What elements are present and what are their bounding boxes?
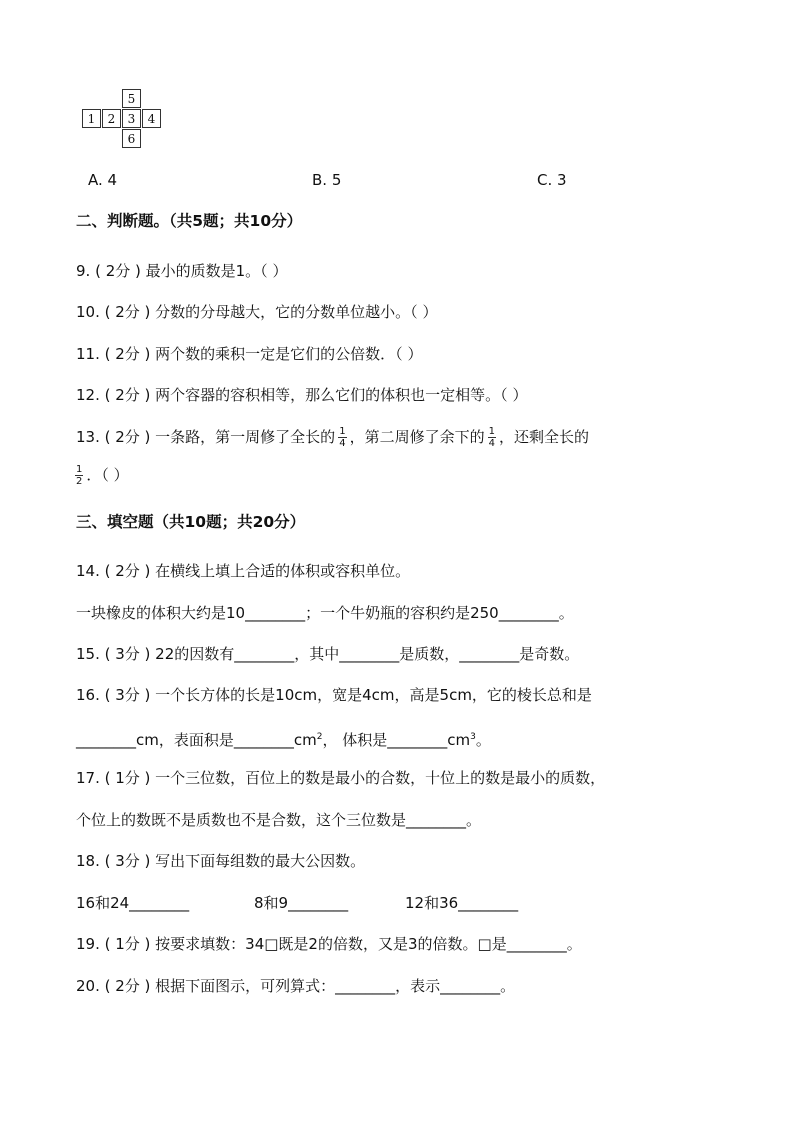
- q16-text-c: 。: [475, 731, 491, 749]
- superscript-2: 2: [316, 732, 323, 742]
- option-c: C. 3: [537, 171, 567, 189]
- net-cell: 4: [142, 109, 161, 128]
- superscript-3: 3: [470, 732, 476, 742]
- q18-item-1: 16和24________: [76, 894, 190, 912]
- net-cell: 6: [122, 129, 141, 148]
- question-17: 17. ( 1分 ) 一个三位数，百位上的数是最小的合数，十位上的数是最小的质数，: [76, 769, 606, 787]
- question-14: 14. ( 2分 ) 在横线上填上合适的体积或容积单位。: [76, 562, 411, 580]
- option-b: B. 5: [312, 171, 342, 189]
- fraction-denominator: 2: [76, 476, 83, 487]
- q13-text-4: ．（ ）: [86, 466, 129, 484]
- question-13-continued: [72, 464, 129, 487]
- net-cell: 2: [102, 109, 121, 128]
- question-20: 20. ( 2分 ) 根据下面图示，可列算式：________，表示________。: [76, 977, 516, 995]
- q18-item-2: 8和9________: [254, 894, 349, 912]
- fraction-denominator: 4: [339, 438, 346, 449]
- net-cell: 3: [122, 109, 141, 128]
- section-heading-fill-in: 三、填空题（共10题；共20分）: [76, 513, 306, 531]
- q18-item-3: 12和36________: [405, 894, 519, 912]
- q16-text-b: ， 体积是________cm: [322, 731, 471, 749]
- fraction-one-half: [75, 464, 83, 487]
- question-14-line-2: 一块橡皮的体积大约是10________；一个牛奶瓶的容积约是250________。: [76, 604, 574, 622]
- fraction-numerator: 1: [339, 426, 346, 437]
- section-heading-judgement: 二、判断题。（共5题；共10分）: [76, 212, 303, 230]
- question-16-line-2: [76, 727, 491, 750]
- fraction-numerator: 1: [488, 426, 495, 437]
- question-10: 10. ( 2分 ) 分数的分母越大，它的分数单位越小。（ ）: [76, 303, 438, 321]
- q13-text-3: ，还剩全长的: [498, 428, 589, 446]
- fraction-one-quarter: [488, 426, 496, 449]
- question-13: [76, 426, 589, 449]
- question-18: 18. ( 3分 ) 写出下面每组数的最大公因数。: [76, 852, 366, 870]
- net-cell: 5: [122, 89, 141, 108]
- question-15: 15. ( 3分 ) 22的因数有________，其中________是质数，________是奇数。: [76, 645, 580, 663]
- net-cell: 1: [82, 109, 101, 128]
- question-16: 16. ( 3分 ) 一个长方体的长是10cm，宽是4cm，高是5cm，它的棱长总和是: [76, 686, 592, 704]
- q13-text-2: ，第二周修了余下的: [349, 428, 485, 446]
- question-9: 9. ( 2分 ) 最小的质数是1。（ ）: [76, 262, 288, 280]
- cube-net-figure: [82, 88, 164, 152]
- q16-text-a: ________cm，表面积是________cm: [76, 731, 317, 749]
- question-11: 11. ( 2分 ) 两个数的乘积一定是它们的公倍数．（ ）: [76, 345, 423, 363]
- question-12: 12. ( 2分 ) 两个容器的容积相等，那么它们的体积也一定相等。（ ）: [76, 386, 528, 404]
- question-17-line-2: 个位上的数既不是质数也不是合数，这个三位数是________。: [76, 811, 482, 829]
- question-19: 19. ( 1分 ) 按要求填数：34□既是2的倍数，又是3的倍数。□是________。: [76, 935, 582, 953]
- fraction-numerator: 1: [76, 464, 83, 475]
- option-a: A. 4: [88, 171, 118, 189]
- fraction-one-quarter: [338, 426, 346, 449]
- q13-text-1: 13. ( 2分 ) 一条路，第一周修了全长的: [76, 428, 336, 446]
- fraction-denominator: 4: [488, 438, 495, 449]
